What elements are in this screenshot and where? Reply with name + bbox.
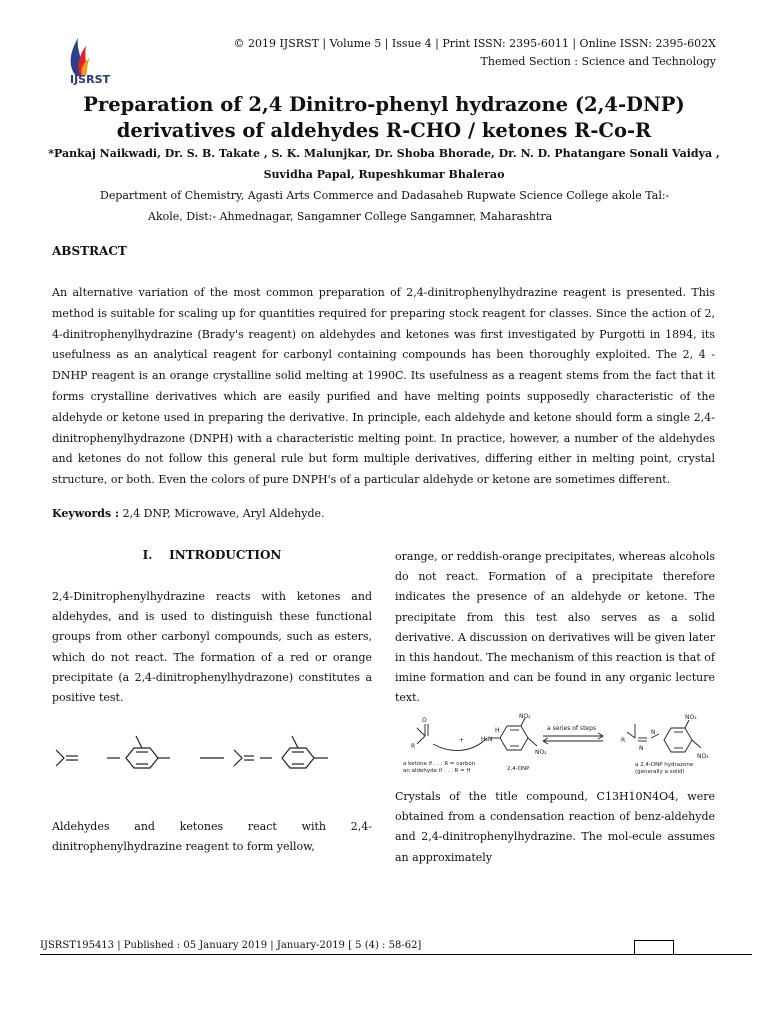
keywords <box>52 507 325 520</box>
abstract-body: An alternative variation of the most common preparation of 2,4-dinitrophenylhydrazine reagent is presented. This method is suitable for scaling up for quantities required for preparing stock reagent for classes. Since the action of 2, 4-dinitrophenylhydrazine (Brady's reagent) on aldehydes and ketones was first investigated by Purgotti in 1894, its usefulness as an analytical reagent for carbonyl containing compounds has been thoroughly exploited. The 2, 4 -DNHP reagent is an orange crystalline solid melting at 1990C. Its usefulness as a reagent stems from the fact that it forms crystalline derivatives which are easily purified and have melting points supposedly characteristic of the aldehyde or ketone used in preparing the derivative. In principle, each aldehyde and ketone should form a single 2,4-dinitrophenylhydrazone (DNPH) with a characteristic melting point. In practice, however, a number of the aldehydes and ketones do not follow this general rule but form multiple derivatives, differing either in melting point, crystal structure, or both. Even the colors of pure DNPH's of a particular aldehyde or ketone are sometimes different. <box>52 286 715 487</box>
ketone-note-2: an aldehyde if . . . R = H <box>403 768 471 774</box>
h2n-label: H₂N <box>481 736 493 743</box>
right-paragraph-1: orange, or reddish-orange precipitates, whereas alcohols do not react. Formation of a precipitate therefore indicates the presence of an aldehyde or ketone. The precipitate from this test also serves as a solid derivative. A discussion on derivatives will be given later in this handout. The mechanism of this reaction is that of imine formation and can be found in any organic lecture text. <box>395 550 715 705</box>
no2-label-a: NO₂ <box>519 713 531 720</box>
dnp-reaction-scheme <box>395 710 715 782</box>
journal-header-line2: Themed Section : Science and Technology <box>480 55 716 68</box>
reagent-name: 2,4-DNP <box>507 766 530 772</box>
affiliation-line-1: Department of Chemistry, Agasti Arts Commerce and Dadasaheb Rupwate Science College akole Tal:- <box>100 189 670 202</box>
affiliation <box>100 185 730 227</box>
authors-line-2: Suvidha Papal, Rupeshkumar Bhalerao <box>263 168 505 181</box>
footer-citation: IJSRST195413 | Published : 05 January 2019 | January-2019 [ 5 (4) : 58-62] <box>40 940 422 951</box>
r-label-product: R <box>621 737 626 744</box>
product-note-2: (generally a solid) <box>635 769 685 775</box>
reaction-sketch <box>52 728 372 788</box>
no2-label-c: NO₂ <box>685 714 697 721</box>
r-label: R <box>411 743 416 750</box>
carbonyl-sketch-left <box>56 750 64 766</box>
right-paragraph-2: Crystals of the title compound, C13H10N4O4, were obtained from a condensation reaction of benz-aldehyde and 2,4-dinitrophenylhydrazine. The mol-ecule assumes an approximately <box>395 790 715 864</box>
keywords-label: Keywords : <box>52 507 120 520</box>
logo-text: IJSRST <box>70 73 111 86</box>
author-list <box>40 143 728 185</box>
paper-title <box>40 92 728 144</box>
title-line-2: derivatives of aldehydes R-CHO / ketones R-Co-R <box>116 119 652 142</box>
benzene-ring-2 <box>282 748 314 768</box>
nh-label: H <box>495 727 500 734</box>
no2-label-d: NO₂ <box>697 753 709 760</box>
benzene-ring-1 <box>126 748 158 768</box>
plus-sign: + <box>459 737 465 744</box>
authors-line-1: *Pankaj Naikwadi, Dr. S. B. Takate , S. K. Malunjkar, Dr. Shoba Bhorade, Dr. N. D. Phatangare Sonali Vaidya , <box>48 147 720 160</box>
intro-paragraph-2: Aldehydes and ketones react with 2,4-dinitrophenylhydrazine reagent to form yellow, <box>52 820 372 854</box>
journal-header-line1: © 2019 IJSRST | Volume 5 | Issue 4 | Print ISSN: 2395-6011 | Online ISSN: 2395-602X <box>233 37 716 50</box>
keywords-value: 2,4 DNP, Microwave, Aryl Aldehyde. <box>119 507 325 520</box>
intro-paragraph-1: 2,4-Dinitrophenylhydrazine reacts with ketones and aldehydes, and is used to distinguish these functional groups from other carbonyl compounds, such as esters, which do not react. The formation of a red or orange precipitate (a 2,4-dinitrophenylhydrazone) constitutes a positive test. <box>52 590 372 705</box>
no2-label-b: NO₂ <box>535 749 547 756</box>
ketone-note-1: a ketone if . . . R = carbon <box>403 761 476 767</box>
title-line-1: Preparation of 2,4 Dinitro-phenyl hydrazone (2,4-DNP) <box>83 93 685 116</box>
product-note-1: a 2,4-DNP hydrazone <box>635 762 694 768</box>
arrow-label: a series of steps <box>547 725 597 732</box>
n-label-1: N <box>639 745 644 752</box>
introduction-heading: I. INTRODUCTION <box>142 548 282 562</box>
oxygen-label: O <box>422 717 427 724</box>
affiliation-line-2: Akole, Dist:- Ahmednagar, Sangamner College Sangamner, Maharashtra <box>148 210 553 223</box>
n-label-2: N <box>651 729 656 736</box>
abstract-heading: ABSTRACT <box>52 244 127 258</box>
footer-box <box>634 940 674 955</box>
